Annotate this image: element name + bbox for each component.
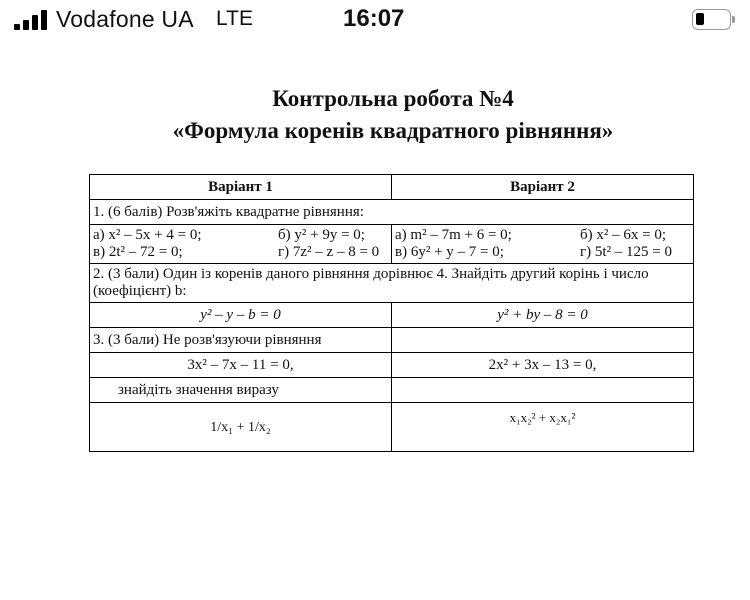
task1-v2-b: б) x² – 6x = 0;	[580, 227, 667, 243]
task1-equations-row	[90, 225, 694, 264]
clock: 16:07	[343, 5, 405, 32]
network-type: LTE	[216, 7, 253, 30]
tasks-table	[89, 174, 694, 452]
header-variant-1: Варіант 1	[90, 175, 392, 200]
task1-v2-a: а) m² – 7m + 6 = 0;	[395, 227, 512, 243]
document-title: Контрольна робота №4	[272, 86, 514, 111]
task1-v1-a: а) x² – 5x + 4 = 0;	[93, 227, 202, 243]
task2-v1-equation: y² – y – b = 0	[90, 303, 392, 328]
task3-label: 3. (3 бали) Не розв'язуючи рівняння	[90, 328, 392, 353]
task3-expression-row	[90, 403, 694, 452]
task3-v1-equation: 3x² – 7x – 11 = 0,	[90, 353, 392, 378]
task1-variant1-cell	[90, 225, 392, 264]
task1-v1-b: б) y² + 9y = 0;	[278, 227, 365, 243]
status-bar	[0, 0, 750, 44]
carrier-name: Vodafone UA	[56, 6, 194, 32]
document-subtitle: «Формула коренів квадратного рівняння»	[172, 118, 614, 143]
task2-equations-row	[90, 303, 694, 328]
battery-icon	[692, 9, 731, 30]
task3-empty-cell	[392, 328, 694, 353]
task3-equations-row	[90, 353, 694, 378]
task2-v2-equation: y² + by – 8 = 0	[392, 303, 694, 328]
task3-find-row	[90, 378, 694, 403]
task1-label: 1. (6 балів) Розв'яжіть квадратне рівняння:	[90, 200, 694, 225]
task1-variant2-cell	[392, 225, 694, 264]
task1-v1-g: г) 7z² – z – 8 = 0	[278, 244, 380, 260]
task3-find-text: знайдіть значення виразу	[90, 378, 392, 403]
task3-label-row	[90, 328, 694, 353]
task2-label-row	[90, 264, 694, 303]
signal-strength-icon	[14, 10, 47, 30]
table-header-row	[90, 175, 694, 200]
task2-label: 2. (3 бали) Один із коренів даного рівняння дорівнює 4. Знайдіть другий корінь і число (коефіцієнт) b:	[90, 264, 694, 303]
task1-v1-v: в) 2t² – 72 = 0;	[93, 244, 183, 260]
task3-v2-expression: x₁x₂² + x₂x₁²	[392, 403, 694, 452]
task3-v1-expression: 1/x₁ + 1/x₂	[90, 403, 392, 452]
task1-label-row	[90, 200, 694, 225]
task1-v2-v: в) 6y² + y – 7 = 0;	[395, 244, 504, 260]
task3-find-empty-cell	[392, 378, 694, 403]
task1-v2-g: г) 5t² – 125 = 0	[580, 244, 673, 260]
task3-v2-equation: 2x² + 3x – 13 = 0,	[392, 353, 694, 378]
header-variant-2: Варіант 2	[392, 175, 694, 200]
